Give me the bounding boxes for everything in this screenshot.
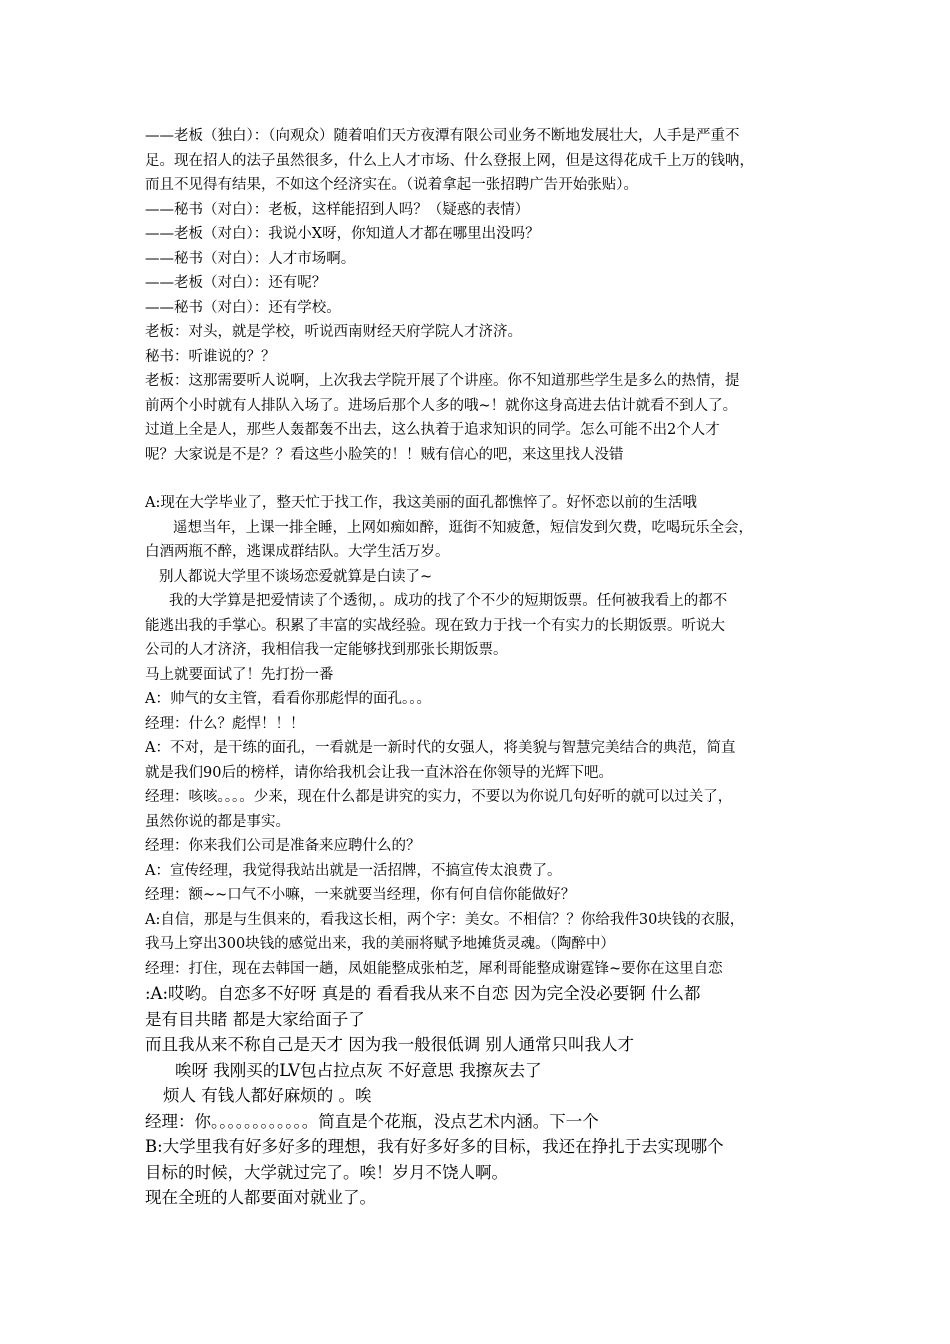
text-line: 目标的时候，大学就过完了。唉！岁月不饶人啊。 bbox=[145, 1162, 508, 1182]
text-line: 虽然你说的都是事实。 bbox=[145, 813, 290, 830]
text-line: 秘书：听谁说的？？ bbox=[145, 348, 276, 365]
text-line: A:现在大学毕业了，整天忙于找工作，我这美丽的面孔都憔悴了。好怀恋以前的生活哦 bbox=[145, 495, 697, 511]
text-line: 别人都说大学里不谈场恋爱就算是白读了~ bbox=[159, 568, 433, 585]
text-line: 现在全班的人都要面对就业了。 bbox=[145, 1188, 376, 1207]
text-line: 前两个小时就有人排队入场了。进场后那个人多的哦~！就你这身高进去估计就看不到人了。 bbox=[145, 397, 738, 414]
text-line: :A:哎哟。自恋多不好呀 真是的 看看我从来不自恋 因为完全没必要锕 什么都 bbox=[145, 984, 701, 1003]
text-line: ——老板（对白）：还有呢？ bbox=[145, 275, 327, 291]
text-line: 能逃出我的手掌心。积累了丰富的实战经验。现在致力于找一个有实力的长期饭票。听说大 bbox=[145, 617, 725, 634]
text-line: A:自信，那是与生俱来的，看我这长相，两个字：美女。不相信？？你给我件30块钱的衣服， bbox=[145, 911, 745, 928]
text-line: ——秘书（对白）：还有学校。 bbox=[145, 299, 341, 316]
text-line: 经理：什么？彪悍！！！ bbox=[145, 715, 305, 732]
text-line: 而且我从来不称自己是天才 因为我一般很低调 别人通常只叫我人才 bbox=[145, 1035, 634, 1054]
text-line: 唉呀 我刚买的LV包占拉点灰 不好意思 我擦灰去了 bbox=[175, 1060, 542, 1080]
text-line: A：宣传经理，我觉得我站出就是一活招牌，不搞宣传太浪费了。 bbox=[145, 862, 562, 879]
text-line: ——老板（独白）：（向观众）随着咱们天方夜潭有限公司业务不断地发展壮大，人手是严重不 bbox=[145, 128, 740, 144]
text-line: ——秘书（对白）：人才市场啊。 bbox=[145, 250, 356, 267]
document-body bbox=[145, 124, 815, 1211]
text-line: 而且不见得有结果，不如这个经济实在。（说着拿起一张招聘广告开始张贴）。 bbox=[145, 177, 638, 193]
text-line: 白酒两瓶不醉，逃课成群结队。大学生活万岁。 bbox=[145, 544, 450, 560]
text-line: 呢？大家说是不是？？看这些小脸笑的！！贼有信心的吧，来这里找人没错 bbox=[145, 446, 624, 463]
text-line: A：帅气的女主管，看看你那彪悍的面孔。。。 bbox=[145, 691, 431, 707]
paragraph-gap bbox=[145, 467, 815, 491]
text-line: 老板：这那需要听人说啊，上次我去学院开展了个讲座。你不知道那些学生是多么的热情，提 bbox=[145, 373, 740, 389]
text-line: 经理：咳咳。。。。少来，现在什么都是讲究的实力，不要以为你说几句好听的就可以过关了， bbox=[145, 789, 733, 805]
text-line: 遥想当年，上课一排全睡，上网如痴如醉，逛街不知疲惫，短信发到欠费，吃喝玩乐全会， bbox=[173, 519, 753, 536]
text-line: 经理：你。。。。。。。。。。。。简直是个花瓶，没点艺术内涵。下一个 bbox=[145, 1111, 599, 1131]
text-line: 我的大学算是把爱情读了个透彻，。成功的找了个不少的短期饭票。任何被我看上的都不 bbox=[169, 593, 728, 609]
text-line: 经理：你来我们公司是准备来应聘什么的？ bbox=[145, 838, 421, 854]
text-line: 是有目共睹 都是大家给面子了 bbox=[145, 1009, 365, 1029]
text-line: A：不对，是干练的面孔，一看就是一新时代的女强人，将美貌与智慧完美结合的典范，简直 bbox=[145, 740, 736, 756]
text-line: 经理：额~~口气不小嘛，一来就要当经理，你有何自信你能做好？ bbox=[145, 887, 576, 903]
text-line: 马上就要面试了！先打扮一番 bbox=[145, 666, 334, 683]
text-line: 经理：打住，现在去韩国一趟，凤姐能整成张柏芝，犀利哥能整成谢霆锋~要你在这里自恋 bbox=[145, 960, 723, 977]
text-line: 烦人 有钱人都好麻烦的 。唉 bbox=[163, 1086, 372, 1105]
text-line: 我马上穿出300块钱的感觉出来，我的美丽将赋予地摊货灵魂。（陶醉中） bbox=[145, 936, 615, 952]
text-line: ——老板（对白）：我说小X呀，你知道人才都在哪里出没吗？ bbox=[145, 226, 540, 242]
text-line: B:大学里我有好多好多的理想，我有好多好多的目标，我还在挣扎于去实现哪个 bbox=[145, 1137, 724, 1156]
text-line: 就是我们90后的榜样，请你给我机会让我一直沐浴在你领导的光辉下吧。 bbox=[145, 764, 613, 781]
text-line: 足。现在招人的法子虽然很多，什么上人才市场、什么登报上网，但是这得花成千上万的钱呐， bbox=[145, 152, 754, 169]
text-line: 公司的人才济济，我相信我一定能够找到那张长期饭票。 bbox=[145, 642, 508, 658]
text-line: ——秘书（对白）：老板，这样能招到人吗？（疑惑的表情） bbox=[145, 201, 530, 218]
text-line: 老板：对头，就是学校，听说西南财经天府学院人才济济。 bbox=[145, 324, 522, 340]
text-line: 过道上全是人，那些人轰都轰不出去，这么执着于追求知识的同学。怎么可能不出2个人才 bbox=[145, 422, 720, 438]
